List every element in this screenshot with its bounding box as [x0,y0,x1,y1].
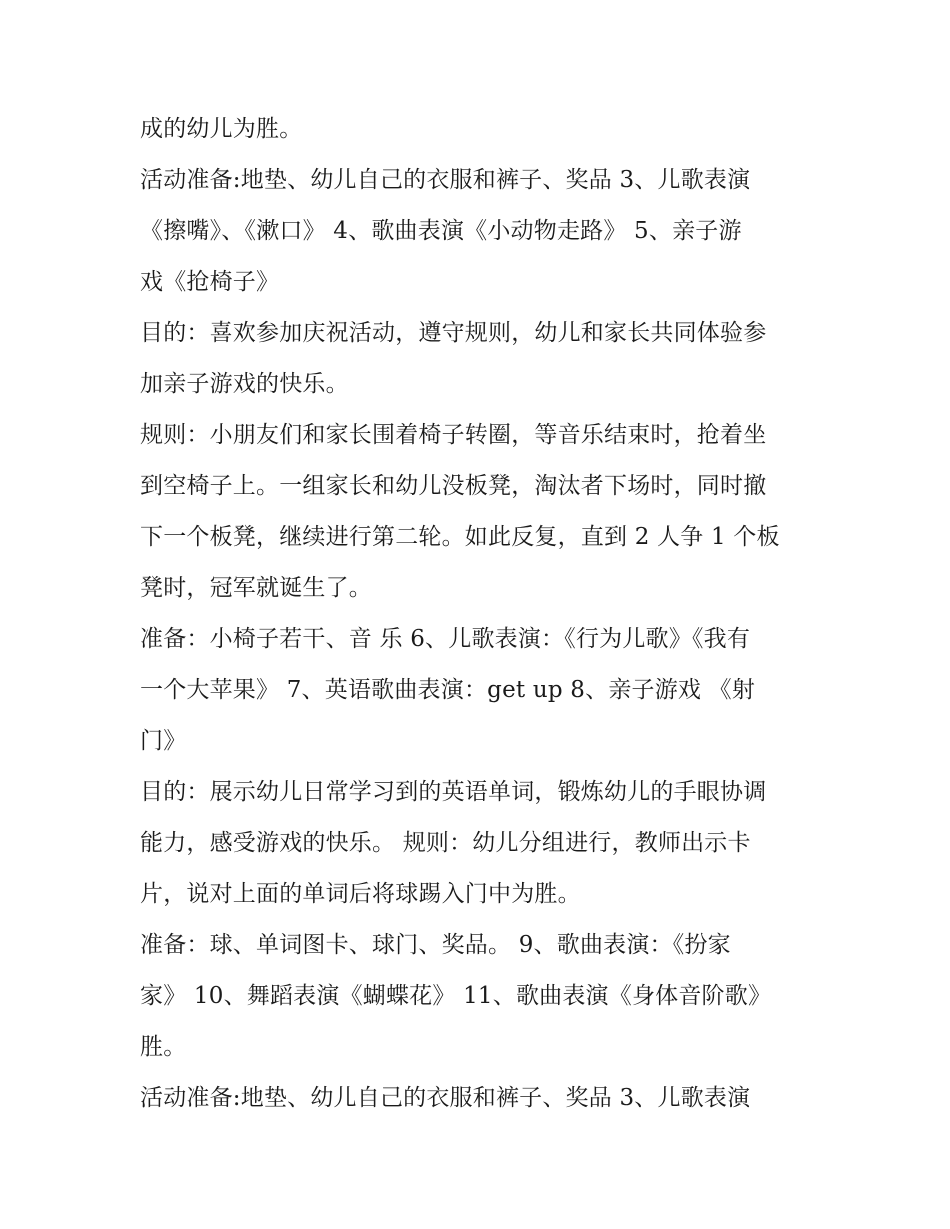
text-line: 门》 [140,728,187,754]
document-body [140,104,820,1124]
text-line: 凳时，冠军就诞生了。 [140,575,372,601]
text-line: 片，说对上面的单词后将球踢入门中为胜。 [140,881,581,907]
text-line: 能力，感受游戏的快乐。 规则：幼儿分组进行，教师出示卡 [140,830,751,856]
text-line: 胜。 [140,1034,187,1060]
text-line: 准备：小椅子若干、音 乐 6、儿歌表演：《行为儿歌》《我有 [140,626,751,652]
text-line: 活动准备:地垫、幼儿自己的衣服和裤子、奖品 3、儿歌表演 [140,1085,751,1111]
text-line: 下一个板凳，继续进行第二轮。如此反复，直到 2 人争 1 个板 [140,524,780,550]
text-line: 加亲子游戏的快乐。 [140,371,349,397]
text-line: 一个大苹果》 7、英语歌曲表演：get up 8、亲子游戏 《射 [140,677,756,703]
text-line: 《擦嘴》、《漱口》 4、歌曲表演《小动物走路》 5、亲子游 [140,218,742,244]
text-line: 目的：喜欢参加庆祝活动，遵守规则，幼儿和家长共同体验参 [140,320,767,346]
text-line: 戏《抢椅子》 [140,269,280,295]
text-line: 活动准备:地垫、幼儿自己的衣服和裤子、奖品 3、儿歌表演 [140,167,751,193]
text-line: 家》 10、舞蹈表演《蝴蝶花》 11、歌曲表演《身体音阶歌》 [140,983,772,1009]
text-line: 规则：小朋友们和家长围着椅子转圈，等音乐结束时，抢着坐 [140,422,767,448]
text-line: 成的幼儿为胜。 [140,116,303,142]
text-line: 准备：球、单词图卡、球门、奖品。 9、歌曲表演：《扮家 [140,932,731,958]
text-line: 目的：展示幼儿日常学习到的英语单词，锻炼幼儿的手眼协调 [140,779,767,805]
text-line: 到空椅子上。一组家长和幼儿没板凳，淘汰者下场时，同时撤 [140,473,767,499]
